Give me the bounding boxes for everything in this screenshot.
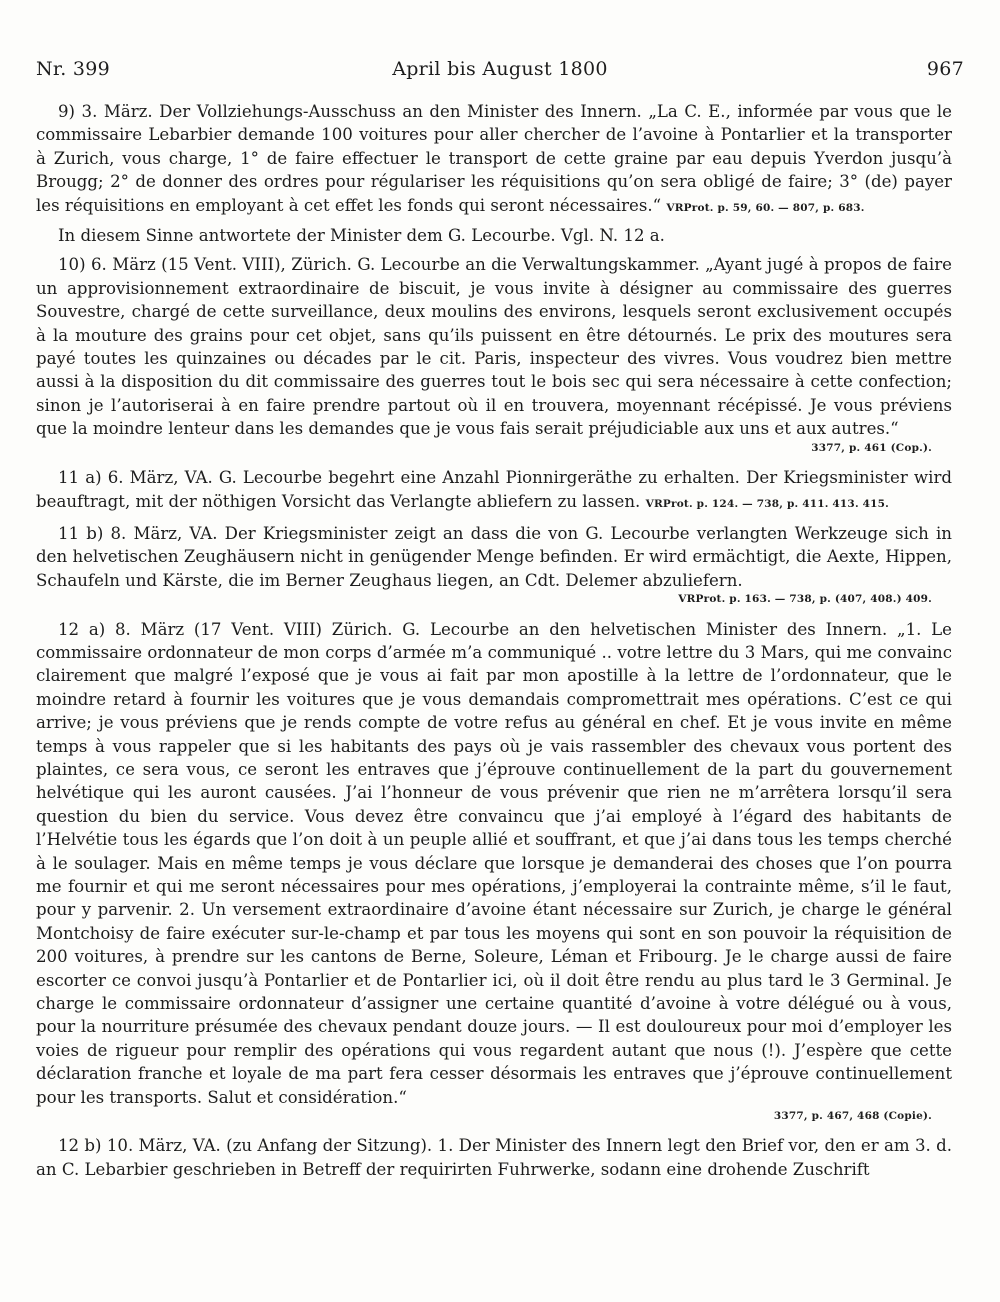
archive-reference: 3377, p. 467, 468 (Copie). bbox=[773, 1110, 932, 1123]
entry-12a bbox=[36, 618, 952, 1129]
archive-reference: 3377, p. 461 (Cop.). bbox=[811, 441, 932, 454]
page-number: 967 bbox=[926, 58, 964, 80]
entry-note: In diesem Sinne antwortete der Minister dem G. Lecourbe. Vgl. N. 12 a. bbox=[58, 226, 665, 246]
entry-11b bbox=[36, 522, 952, 612]
entry-text-body: 9) 3. März. Der Vollziehungs-Ausschuss an den Minister des Innern. „La C. E., informée par vous que le commissaire Lebarbier demande 100 voitures pour aller chercher de l’avoine à Pontarlier et la transporter à Zurich, vous charge, 1° de faire effectuer le transport de cette graine par eau depuis Yverdon jusqu’à Brougg; 2° de donner des ordres pour régulariser les réquisitions qu’on sera obligé de faire; 3° (de) payer les réquisitions en employant à cet effet les fonds qui seront nécessaires.“ bbox=[36, 102, 952, 215]
entry-text: 12 b) 10. März, VA. (zu Anfang der Sitzung). 1. Der Minister des Innern legt den Brief vor, den er am 3. d. an C. Lebarbier geschrieben in Betreff der requirirten Fuhrwerke, sodann eine drohende Zuschrift bbox=[36, 1136, 952, 1179]
entry-text: 10) 6. März (15 Vent. VIII), Zürich. G. Lecourbe an die Verwaltungskammer. „Ayant jugé à propos de faire un approvisionnement extraordinaire de biscuit, je vous invite à désigner au commissaire des guerres Souvestre, chargé de cette surveillance, deux moulins des environs, lesquels seront exclusivement occupés à la mouture des grains pour cet objet, sans qu’ils puissent en être détournés. Le prix des moutures sera payé toutes les quinzaines ou décades par le cit. Paris, inspecteur des vivres. Vous voudrez bien mettre aussi à la disposition du dit commissaire des guerres tout le bois sec qui sera nécessaire à cette confection; sinon je l’autoriserai à en faire prendre partout où il en trouvera, moyennant récépissé. Je vous préviens que la moindre lenteur dans les demandes que je vous fais serait préjudiciable aux uns et aux autres.“ bbox=[36, 255, 952, 439]
entry-12b bbox=[36, 1134, 952, 1181]
running-title: April bis August 1800 bbox=[392, 58, 608, 80]
entry-text: 11 b) 8. März, VA. Der Kriegsminister zeigt an dass die von G. Lecourbe verlangten Werkzeuge sich in den helvetischen Zeughäusern nicht in genügender Menge befinden. Er wird ermächtigt, die Aexte, Hippen, Schaufeln und Kärste, die im Berner Zeughaus liegen, an Cdt. Delemer abzuliefern. bbox=[36, 523, 952, 590]
archive-reference: VRProt. p. 163. — 738, p. (407, 408.) 409. bbox=[678, 593, 932, 606]
entry-10 bbox=[36, 253, 952, 460]
entry-text bbox=[36, 466, 952, 516]
archive-reference: VRProt. p. 59, 60. — 807, p. 683. bbox=[666, 201, 865, 214]
entry-text: 12 a) 8. März (17 Vent. VIII) Zürich. G. Lecourbe an den helvetischen Minister des Innern. „1. Le commissaire ordonnateur de mon corps d’armée m’a communiqué .. votre lettre du 3 Mars, qui me convainc clairement que malgré l’exposé que je vous ai fait par mon apostille à la lettre de l’ordonnateur, que le moindre retard à fournir les voitures que je vous demandais compromettrait mes opérations. C’est ce qui arrive; je vous préviens que je rends compte de votre refus au général en chef. Et je vous invite en même temps à vous rappeler que si les habitants des pays où je vais rassembler des chevaux vous portent des plaintes, ce sera vous, ce seront les entraves que j’éprouve continuellement de la part du gouvernement helvétique qui les auront causées. J’ai l’honneur de vous prévenir que rien ne m’arrêtera lorsqu’il sera question du bien du service. Vous devez être convaincu que j’ai employé à l’égard des habitants de l’Helvétie tous les égards que l’on doit à un peuple allié et souffrant, et que j’ai dans tous les temps cherché à le soulager. Mais en même temps je vous déclare que lorsque je demanderai des choses que l’on pourra me fournir et qui me seront nécessaires pour mes opérations, j’employerai la contrainte même, s’il le faut, pour y parvenir. 2. Un versement extraordinaire d’avoine étant nécessaire sur Zurich, je charge le général Montchoisy de faire exécuter sur-le-champ et par tous les moyens qui sont en son pouvoir la réquisition de 200 voitures, à prendre sur les cantons de Berne, Soleure, Léman et Fribourg. Je le charge aussi de faire escorter ce convoi jusqu’à Pontarlier et de Pontarlier ici, où il doit être rendu au plus tard le 3 Germinal. Je charge le commissaire ordonnateur d’assigner une certaine quantité d’avoine à votre délégué ou à vous, pour la nourriture présumée des chevaux pendant douze jours. — Il est douloureux pour moi d’employer les voies de rigueur pour remplir des opérations qui vous regardent autant que nous (!). J’espère que cette déclaration franche et loyale de ma part fera cesser désormais les entraves que j’éprouve continuellement pour les transports. Salut et considération.“ bbox=[36, 619, 952, 1107]
document-number: Nr. 399 bbox=[36, 58, 111, 80]
page-header bbox=[36, 58, 964, 90]
archive-reference: VRProt. p. 124. — 738, p. 411. 413. 415. bbox=[645, 497, 890, 510]
entry-text-body: 11 a) 6. März, VA. G. Lecourbe begehrt eine Anzahl Pionnirgeräthe zu erhalten. Der Kriegsminister wird beauftragt, mit der nöthigen Vorsicht das Verlangte abliefern zu lassen. bbox=[36, 468, 952, 511]
entry-11a bbox=[36, 466, 952, 516]
page-body bbox=[36, 100, 952, 1187]
entry-9 bbox=[36, 100, 952, 247]
entry-text bbox=[36, 100, 952, 220]
